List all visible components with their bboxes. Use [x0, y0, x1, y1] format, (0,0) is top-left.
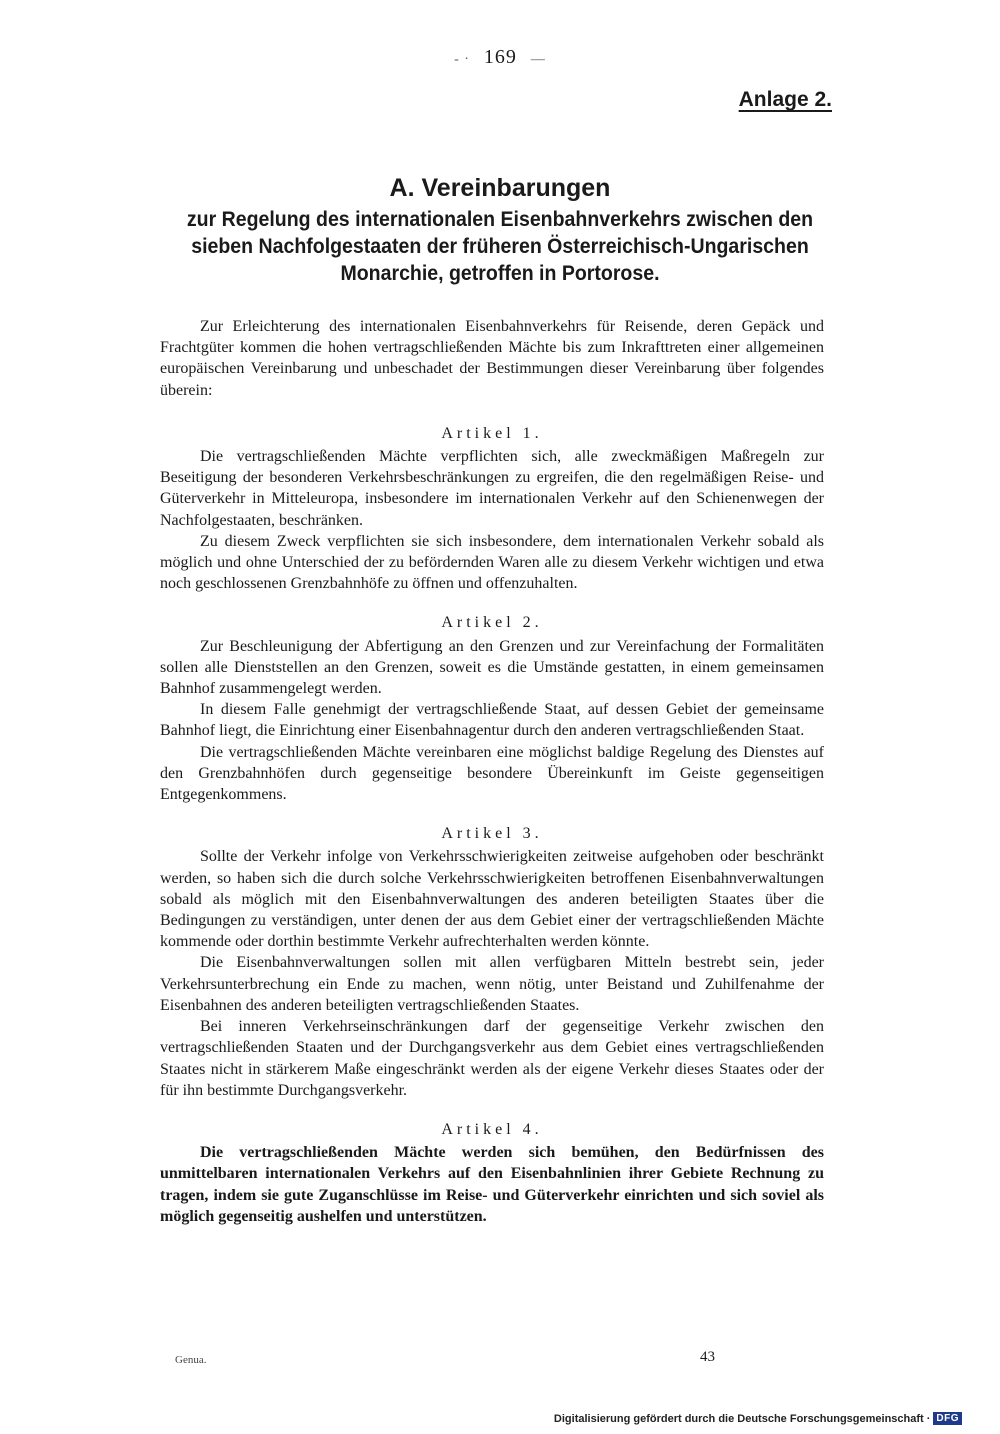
article-1-paragraph: Zu diesem Zweck verpflichten sie sich insbesondere, dem internationalen Verkehr sobald als möglich und ohne Unterschied der zu befördernden Waren alle zu diesem Verkehr wichtigen und etwa noch geschlossenen Grenzbahnhöfe zu öffnen und offenzuhalten. — [160, 532, 824, 593]
preamble-paragraph: Zur Erleichterung des internationalen Eisenbahnverkehrs für Reisende, deren Gepäck und Frachtgüter kommen die hohen vertragschließenden Mächte bis zum Inkrafttreten einer allgemeinen europäischen Vereinbarung und unbeschadet der Bestimmungen dieser Vereinbarung über folgendes überein: — [160, 318, 824, 399]
page-number-value: 169 — [483, 46, 517, 68]
article-1-paragraph: Die vertragschließenden Mächte verpflichten sich, alle zweckmäßigen Maßregeln zur Beseitigung der besonderen Verkehrsbeschränkungen zu ergreifen, die den regelmäßigen Reise- und Güterverkehr in Mitteleuropa, insbesondere im internationalen Verkehr auf den Schienenwegen der Nachfolgestaaten, beschränken. — [160, 448, 824, 529]
title-block — [150, 172, 850, 287]
document-title: A. Vereinbarungen — [389, 174, 611, 202]
article-3-paragraph: Bei inneren Verkehrseinschränkungen darf der gegenseitige Verkehr zwischen den vertragschließenden Staaten und der Durchgangsverkehr aus dem Gebiet eines vertragschließenden Staates nicht in stärkerem Maße eingeschränkt werden als der eigene Verkehr dieses Staates oder der für ihn bestimmte Durchgangsverkehr. — [160, 1018, 824, 1099]
article-2-paragraph: In diesem Falle genehmigt der vertragschließende Staat, auf dessen Gebiet der gemeinsame Bahnhof liegt, die Einrichtung einer Eisenbahnagentur durch den anderen vertragschließenden Staat. — [160, 701, 824, 740]
article-2-heading: Artikel 2. — [441, 614, 543, 632]
article-3-paragraph: Sollte der Verkehr infolge von Verkehrsschwierigkeiten zeitweise aufgehoben oder beschränkt werden, so haben sich die durch solche Verkehrsschwierigkeiten betroffenen Eisenbahnverwaltungen sobald als möglich mit den Eisenbahnverwaltungen des anderen beteiligten Staates über die Bedingungen zu verständigen, unter denen der aus dem Gebiet einer der vertragschließenden Mächte kommende oder dorthin bestimmte Verkehr aufrechterhalten werden könnte. — [160, 848, 824, 951]
article-1-heading: Artikel 1. — [441, 424, 543, 442]
dfg-logo-icon: DFG — [933, 1412, 962, 1425]
footer-left-note: Genua. — [175, 1354, 207, 1366]
annex-label: Anlage 2. — [738, 88, 832, 111]
article-4-paragraph: Die vertragschließenden Mächte werden sich bemühen, den Bedürfnissen des unmittelbaren internationalen Verkehrs auf den Eisenbahnlinien ihrer Gebiete Rechnung zu tragen, indem sie gute Zuganschlüsse im Reise- und Güterverkehr einrichten und sich soviel als möglich gegenseitig aushelfen und unterstützen. — [160, 1144, 824, 1225]
article-2-paragraph: Zur Beschleunigung der Abfertigung an den Grenzen und zur Vereinfachung der Formalitäten sollen alle Dienststellen an den Grenzen, soweit es die Umstände gestatten, in einem gemeinsamen Bahnhof zusammengelegt werden. — [160, 637, 824, 698]
article-2-paragraph: Die vertragschließenden Mächte vereinbaren eine möglichst baldige Regelung des Dienstes auf den Grenzbahnhöfen durch gegenseitige besondere Übereinkunft im Geiste gegenseitigen Entgegenkommens. — [160, 743, 824, 804]
article-3-heading: Artikel 3. — [441, 825, 543, 843]
article-4-heading: Artikel 4. — [441, 1120, 543, 1138]
digitization-credit-text: Digitalisierung gefördert durch die Deutsche Forschungsgemeinschaft — [553, 1412, 924, 1425]
document-subtitle: zur Regelung des internationalen Eisenbahnverkehrs zwischen den sieben Nachfolgestaaten der früheren Österreichisch-Ungarischen Monarchie, getroffen in Portorose. — [186, 208, 814, 285]
body-text — [160, 316, 824, 1227]
digitization-credit: Digitalisierung gefördert durch die Deutsche Forschungsgemeinschaft · DFG — [554, 1412, 962, 1425]
article-3-paragraph: Die Eisenbahnverwaltungen sollen mit allen verfügbaren Mitteln bestrebt sein, jeder Verkehrsunterbrechung ein Ende zu machen, wenn nötig, unter Beistand und Zuhilfenahme der Eisenbahnen des anderen beteiligten vertragschließenden Staates. — [160, 954, 824, 1014]
footer-sheet-number: 43 — [700, 1349, 715, 1365]
page-number: - · 169 — — [454, 46, 546, 68]
